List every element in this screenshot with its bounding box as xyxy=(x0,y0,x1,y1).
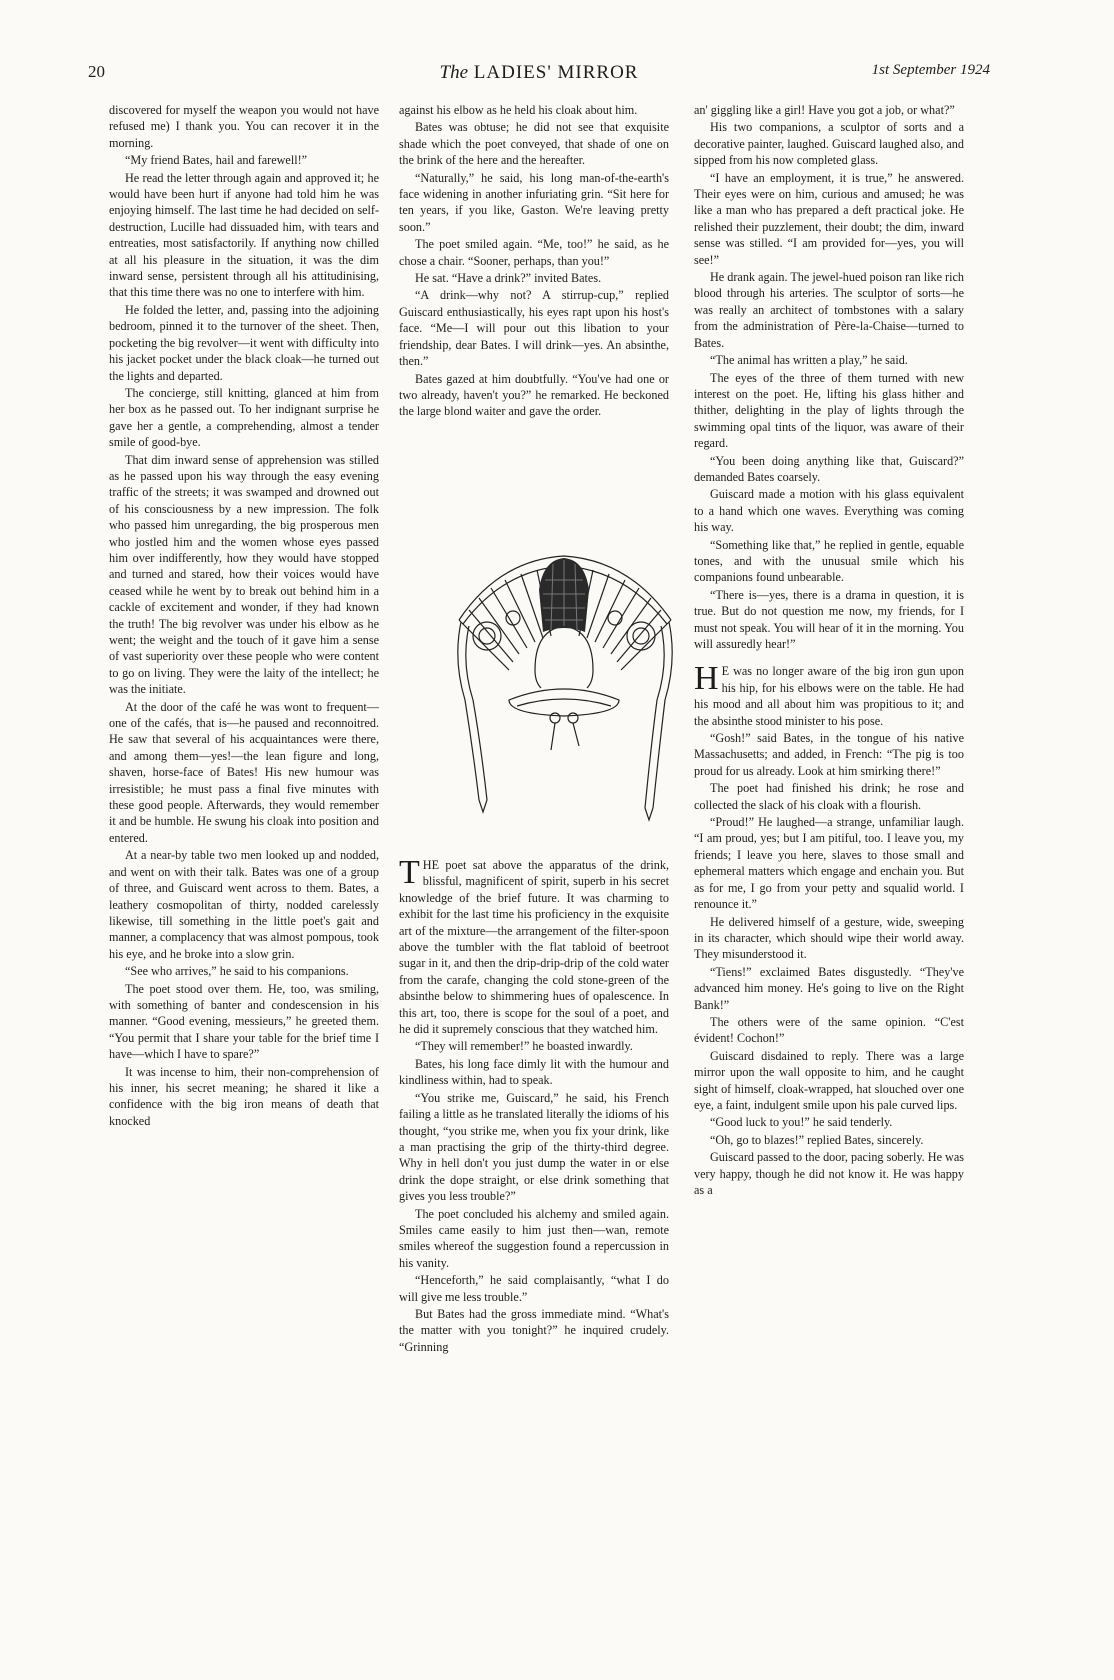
paragraph: The poet smiled again. “Me, too!” he said, as he chose a chair. “Sooner, perhaps, than you!” xyxy=(399,237,669,268)
paragraph: He drank again. The jewel-hued poison ran like rich blood through his arteries. The sculptor of sorts—he was really an architect of tombstones with a salary from the administration of Père-la-Chaise—turned to Bates. xyxy=(694,270,964,350)
paragraph: “The animal has written a play,” he said. xyxy=(710,353,908,368)
paragraph: At the door of the café he was wont to frequent—one of the cafés, that is—he paused and reconnoitred. He saw that several of his acquaintances were there, and among them—yes!—the lean figure and long, shaven, horse-face of Bates! His new humour was irresistible; he must pass a final five minutes with these good people. Afterwards, they would remember it and be humble. He swung his cloak into position and entered. xyxy=(109,699,379,845)
paragraph: Guiscard disdained to reply. There was a large mirror upon the wall opposite to him, and he caught sight of himself, cloak-wrapped, hat slouched over one eye, a faint, indulgent smile upon his pale curved lips. xyxy=(694,1048,964,1112)
column-3 xyxy=(694,102,964,1622)
paragraph: He sat. “Have a drink?” invited Bates. xyxy=(415,271,602,286)
section-opening-paragraph: THE poet sat above the apparatus of the drink, blissful, magnificent of spirit, superb in his secret knowledge of the brief future. It was charming to exhibit for the last time his proficiency in the exquisite art of the mixture—the arrangement of the filter-spoon above the tumbler with the flat tabloid of beetroot sugar in it, and then the drip-drip-drip of the cold water from the carafe, changing the cold stone-green of the absinthe below to shimmering hues of opalescence. In this art, too, there is scope for the soul of a poet, and he did it supremely conscious that they watched him. xyxy=(399,854,669,1037)
paragraph: The others were of the same opinion. “C'est évident! Cochon!” xyxy=(694,1014,964,1046)
paragraph: The poet concluded his alchemy and smiled again. Smiles came easily to him just then—wan, remote smiles whereof the suggestion found a repercussion in his vanity. xyxy=(399,1206,669,1270)
paragraph: “Tiens!” exclaimed Bates disgustedly. “They've advanced him money. He's going to live on the Right Bank!” xyxy=(694,964,964,1012)
masthead xyxy=(88,62,990,84)
column-2-top-text xyxy=(399,102,669,520)
paragraph: The poet stood over them. He, too, was smiling, with something of banter and condescension in his manner. “Good evening, messieurs,” he greeted them. “You permit that I share your table for the brief time I have—which I have to spare?” xyxy=(109,981,379,1062)
section-opening-paragraph-2: H E was no longer aware of the big iron gun upon his hip, for his elbows were on the table. He had his mood and all about him was propitious to it; and the absinthe stood minister to his pose. xyxy=(694,660,964,728)
drop-cap: T xyxy=(399,854,420,891)
column-2 xyxy=(399,102,669,1354)
paragraph: That dim inward sense of apprehension was stilled as he passed upon his way through the easy evening traffic of the streets; it was swamped and drowned out of his consciousness by a new impression. The folk who passed him unregarding, the big prosperous men who jostled him and the women whose eyes passed him over indifferently, how they would have stopped and turned and stared, how their voices would have ceased while he went by to break out behind him in a cackle of excitement and wonder, if they had known the truth! The big revolver was under his elbow as he went; the weight and the touch of it gave him a sense of vast superiority over these people who were content to go on living. They were the laity of the intellect; he was the initiate. xyxy=(109,452,379,697)
paragraph: Bates gazed at him doubtfully. “You've had one or two already, haven't you?” he remarked. He beckoned the large blond waiter and gave the order. xyxy=(399,371,669,419)
column-2-bottom-text xyxy=(399,854,669,1622)
paragraph: “Something like that,” he replied in gentle, equable tones, and with the unusual smile which his companions found unbearable. xyxy=(694,537,964,585)
paragraph: against his elbow as he held his cloak about him. xyxy=(399,103,638,117)
paragraph: “Oh, go to blazes!” replied Bates, sincerely. xyxy=(710,1132,924,1147)
drop-cap-2: H xyxy=(694,660,719,698)
paragraph: At a near-by table two men looked up and nodded, and went on with their talk. Bates was one of a group of three, and Guiscard went across to them. Bates, a leathery cosmopolitan of thirty, nodded carelessly likewise, till something in the little poet's gait and manner, a complacency that was almost pompous, took his eye, and he broke into a slow grin. xyxy=(109,848,379,961)
masthead-the: The xyxy=(439,62,469,83)
paragraph: “Good luck to you!” he said tenderly. xyxy=(710,1115,893,1130)
paragraph: discovered for myself the weapon you would not have refused me) I thank you. You can recover it in the morning. xyxy=(109,103,379,150)
masthead-title: LADIES' MIRROR xyxy=(473,62,639,83)
paragraph: “I have an employment, it is true,” he answered. Their eyes were on him, curious and amused; he was like a man who has prepared a deft practical joke. He relished their puzzlement, their doubt; the dim, inward sense was stilled. “I am provided for—yes, you will see!” xyxy=(694,170,964,267)
paragraph: But Bates had the gross immediate mind. “What's the matter with you tonight?” he inquired crudely. “Grinning xyxy=(399,1306,669,1354)
paragraph: “They will remember!” he boasted inwardly. xyxy=(415,1039,633,1054)
paragraph: “My friend Bates, hail and farewell!” xyxy=(125,153,308,168)
paragraph: His two companions, a sculptor of sorts and a decorative painter, laughed. Guiscard laughed also, and sipped from his now completed glass. xyxy=(694,120,964,168)
paragraph: He folded the letter, and, passing into the adjoining bedroom, pinned it to the turnover of the sheet. Then, pocketing the big revolver—it went with difficulty into his jacket pocket under the black cloak—he turned out the lights and departed. xyxy=(109,302,379,383)
paragraph: The eyes of the three of them turned with new interest on the poet. He, lifting his glass hither and thither, delighting in the play of lights through the swimming opal tints of the liquor, was aware of their regard. xyxy=(694,370,964,451)
paragraph: “A drink—why not? A stirrup-cup,” replied Guiscard enthusiastically, his eyes rapt upon his host's face. “Me—I will pour out this libation to your friendship, dear Bates. I will drink—yes. An absinthe, then.” xyxy=(399,288,669,369)
paragraph: “Naturally,” he said, his long man-of-the-earth's face widening in another infuriating grin. “Sit here for ten years, if you like, Gaston. We're leaving pretty soon.” xyxy=(399,170,669,234)
issue-date: 1st September 1924 xyxy=(871,62,990,78)
paragraph: He read the letter through again and approved it; he would have been hurt if anyone had told him he was enjoying himself. The last time he had decided on self-destruction, Lucille had dissuaded him, with tears and entreaties, most satisfactorily. If anything now chilled at all his pleasure in the situation, it was the dim inward sense, persistent through all his attitudinising, that this time there was no one to interfere with him. xyxy=(109,170,379,300)
paragraph: Guiscard made a motion with his glass equivalent to a hand which one waves. Everything was coming his way. xyxy=(694,487,964,535)
paragraph: an' giggling like a girl! Have you got a job, or what?” xyxy=(694,103,955,117)
headdress-illustration xyxy=(439,550,689,880)
paragraph: “See who arrives,” he said to his companions. xyxy=(125,964,349,979)
paragraph: The poet had finished his drink; he rose and collected the slack of his cloak with a flourish. xyxy=(694,781,964,812)
paragraph: “You been doing anything like that, Guiscard?” demanded Bates coarsely. xyxy=(694,453,964,484)
paragraph: “Gosh!” said Bates, in the tongue of his native Massachusetts; and added, in French: “The pig is too proud for us already. Look at him smirking there!” xyxy=(694,731,964,778)
paragraph: It was incense to him, their non-comprehension of his inner, his secret meaning; he shared it like a confidence with the big iron means of death that knocked xyxy=(109,1064,379,1128)
paragraph: “Henceforth,” he said complaisantly, “what I do will give me less trouble.” xyxy=(399,1273,669,1304)
paragraph: Bates, his long face dimly lit with the humour and kindliness within, had to speak. xyxy=(399,1056,669,1088)
page-number: 20 xyxy=(88,62,105,81)
paragraph: “There is—yes, there is a drama in question, it is true. But do not question me now, my friends, for I must not speak. You will hear of it in the morning. You will assuredly hear!” xyxy=(694,587,964,651)
paragraph: He delivered himself of a gesture, wide, sweeping in its character, which should wipe their world away. They misunderstood it. xyxy=(694,914,964,962)
column-1 xyxy=(109,102,379,1622)
page-header xyxy=(88,62,990,86)
paragraph: Guiscard passed to the door, pacing soberly. He was very happy, though he did not know it. He was happy as a xyxy=(694,1150,964,1197)
paragraph: Bates was obtuse; he did not see that exquisite shade which the poet conveyed, that shade of one on the brink of the here and the hereafter. xyxy=(399,120,669,168)
paragraph: “Proud!” He laughed—a strange, unfamiliar laugh. “I am proud, yes; but I am pitiful, too. I leave you, my friends; I leave you here, slaves to those small and ephemeral matters which engage and enchain you. But as for me, I go from your petty and squalid world. I renounce it.” xyxy=(694,815,964,912)
paragraph: The concierge, still knitting, glanced at him from her box as he passed out. To her indignant surprise he gave her a gentle, a comprehending, almost a tender smile of good-bye. xyxy=(109,385,379,450)
paragraph: “You strike me, Guiscard,” he said, his French failing a little as he translated literally the idioms of his thought, “you strike me, when you fix your drink, like a man practising the grip of the thirty-third degree. Why in hell don't you just dump the water in or else drink the dope straight, or else drink something that gives you less trouble?” xyxy=(399,1090,669,1204)
